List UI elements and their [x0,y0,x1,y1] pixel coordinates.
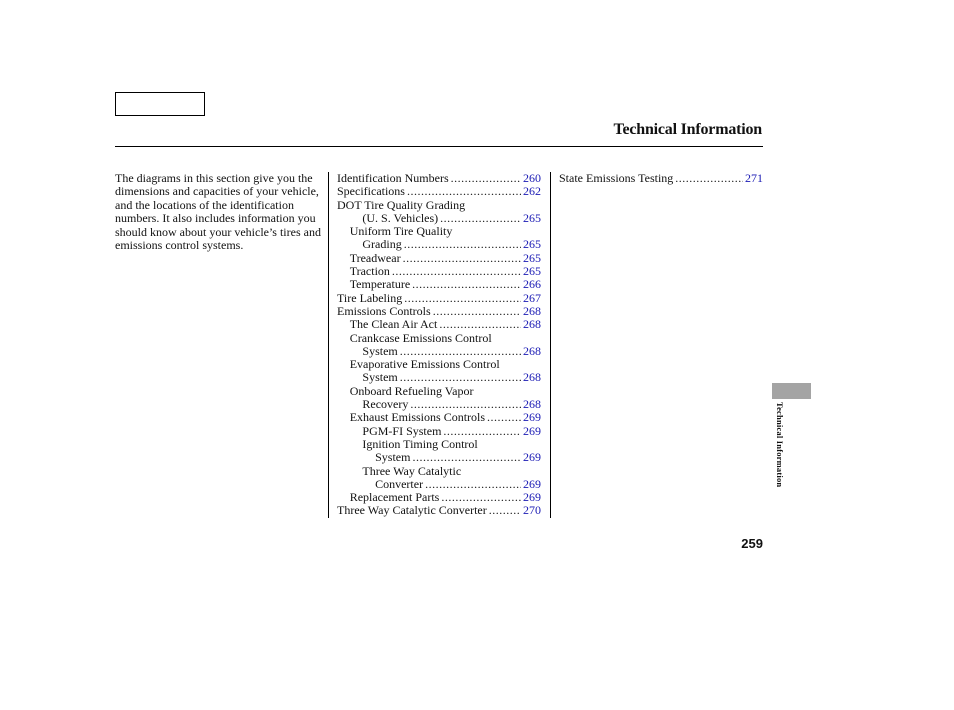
toc-leader-dots [675,172,743,185]
toc-leader-dots [489,504,521,517]
toc-entry-label: Specifications [337,184,405,199]
toc-page-link[interactable]: 269 [523,423,541,438]
toc-page-link[interactable]: 260 [523,171,541,185]
toc-entry-label: Converter [375,476,424,491]
toc-column-1 [337,172,541,518]
intro-text: The diagrams in this section give you the dimensions and capacities of your vehicle, and the locations of the identification numbers. It also includes information you should know about your vehicle’s tires and emissions control systems. [115,171,321,253]
toc-page-link[interactable]: 269 [523,450,541,465]
toc-leader-dots [439,318,521,331]
toc-leader-dots [441,491,521,504]
toc-leader-dots [404,238,521,251]
toc-entry[interactable] [337,451,541,464]
toc-entry[interactable] [337,278,541,291]
toc-entry-label: Three Way Catalytic Converter [337,503,487,518]
toc-heading: Uniform Tire Quality [349,224,453,239]
toc-leader-dots [407,185,521,198]
toc-leader-dots [487,411,521,424]
toc-entry-label: System [375,450,411,465]
toc-heading: Evaporative Emissions Control [349,357,500,372]
toc-leader-dots [440,212,521,225]
toc-page-link[interactable]: 270 [523,503,541,518]
column-divider-left [328,172,329,518]
toc-entry[interactable] [337,411,541,424]
toc-entry-label: System [362,343,398,358]
toc-entry[interactable] [337,478,541,491]
toc-page-link[interactable]: 268 [523,370,541,385]
toc-leader-dots [443,425,521,438]
toc-page-link[interactable]: 268 [523,343,541,358]
toc-leader-dots [392,265,521,278]
toc-page-link[interactable]: 265 [523,250,541,265]
toc-entry-label: The Clean Air Act [349,317,438,332]
section-side-label: Technical Information [775,402,785,488]
section-tab[interactable] [772,383,811,399]
toc-entry[interactable] [559,172,763,185]
toc-page-link[interactable]: 265 [523,210,541,225]
toc-entry[interactable] [337,305,541,318]
toc-page-link[interactable]: 268 [523,397,541,412]
toc-entry[interactable] [337,292,541,305]
toc-page-link[interactable]: 266 [523,277,541,292]
toc-heading: Onboard Refueling Vapor [349,383,474,398]
toc-entry[interactable] [337,252,541,265]
toc-entry[interactable] [337,425,541,438]
toc-column-2 [559,172,763,185]
toc-leader-dots [400,345,521,358]
toc-heading: DOT Tire Quality Grading [337,197,466,212]
toc-page-link[interactable]: 265 [523,237,541,252]
toc-page-link[interactable]: 268 [523,317,541,332]
toc-entry-label: PGM-FI System [362,423,442,438]
toc-page-link[interactable]: 262 [523,184,541,199]
toc-entry[interactable] [337,238,541,251]
toc-entry[interactable] [337,172,541,185]
toc-entry[interactable] [337,265,541,278]
toc-leader-dots [404,292,521,305]
toc-leader-dots [451,172,521,185]
toc-page-link[interactable]: 269 [523,410,541,425]
toc-leader-dots [425,478,521,491]
nav-box[interactable] [115,92,205,116]
toc-entry[interactable] [337,318,541,331]
toc-entry-label: Traction [349,264,390,279]
toc-entry-label: Tire Labeling [337,290,403,305]
page-number: 259 [741,536,763,551]
column-divider-right [550,172,551,518]
toc-entry[interactable] [337,491,541,504]
toc-leader-dots [412,278,521,291]
toc-entry[interactable] [337,212,541,225]
toc-entry-label: Exhaust Emissions Controls [349,410,486,425]
toc-entry-label: State Emissions Testing [559,171,674,185]
toc-page-link[interactable]: 267 [523,290,541,305]
toc-entry-label: Grading [362,237,402,252]
toc-page-link[interactable]: 268 [523,303,541,318]
toc-heading: Crankcase Emissions Control [349,330,492,345]
toc-page-link[interactable]: 271 [745,171,763,185]
toc-entry-label: Emissions Controls [337,303,431,318]
toc-leader-dots [400,371,521,384]
toc-leader-dots [403,252,521,265]
toc-entry[interactable] [337,504,541,517]
toc-heading: Three Way Catalytic [362,463,462,478]
toc-entry-label: Treadwear [349,250,401,265]
toc-page-link[interactable]: 269 [523,476,541,491]
toc-entry-label: Identification Numbers [337,171,449,185]
toc-heading: Ignition Timing Control [362,436,478,451]
page-title: Technical Information [613,121,762,138]
toc-page-link[interactable]: 269 [523,490,541,505]
toc-page-link[interactable]: 265 [523,264,541,279]
toc-entry-label: Replacement Parts [349,490,440,505]
toc-entry[interactable] [337,398,541,411]
toc-entry-label: Recovery [362,397,409,412]
toc-entry-label: System [362,370,398,385]
header-rule [115,146,763,147]
toc-entry-label: (U. S. Vehicles) [362,210,439,225]
toc-entry-label: Temperature [349,277,411,292]
toc-leader-dots [412,451,521,464]
toc-entry[interactable] [337,371,541,384]
toc-leader-dots [433,305,521,318]
toc-leader-dots [410,398,521,411]
toc-entry[interactable] [337,185,541,198]
toc-entry[interactable] [337,345,541,358]
